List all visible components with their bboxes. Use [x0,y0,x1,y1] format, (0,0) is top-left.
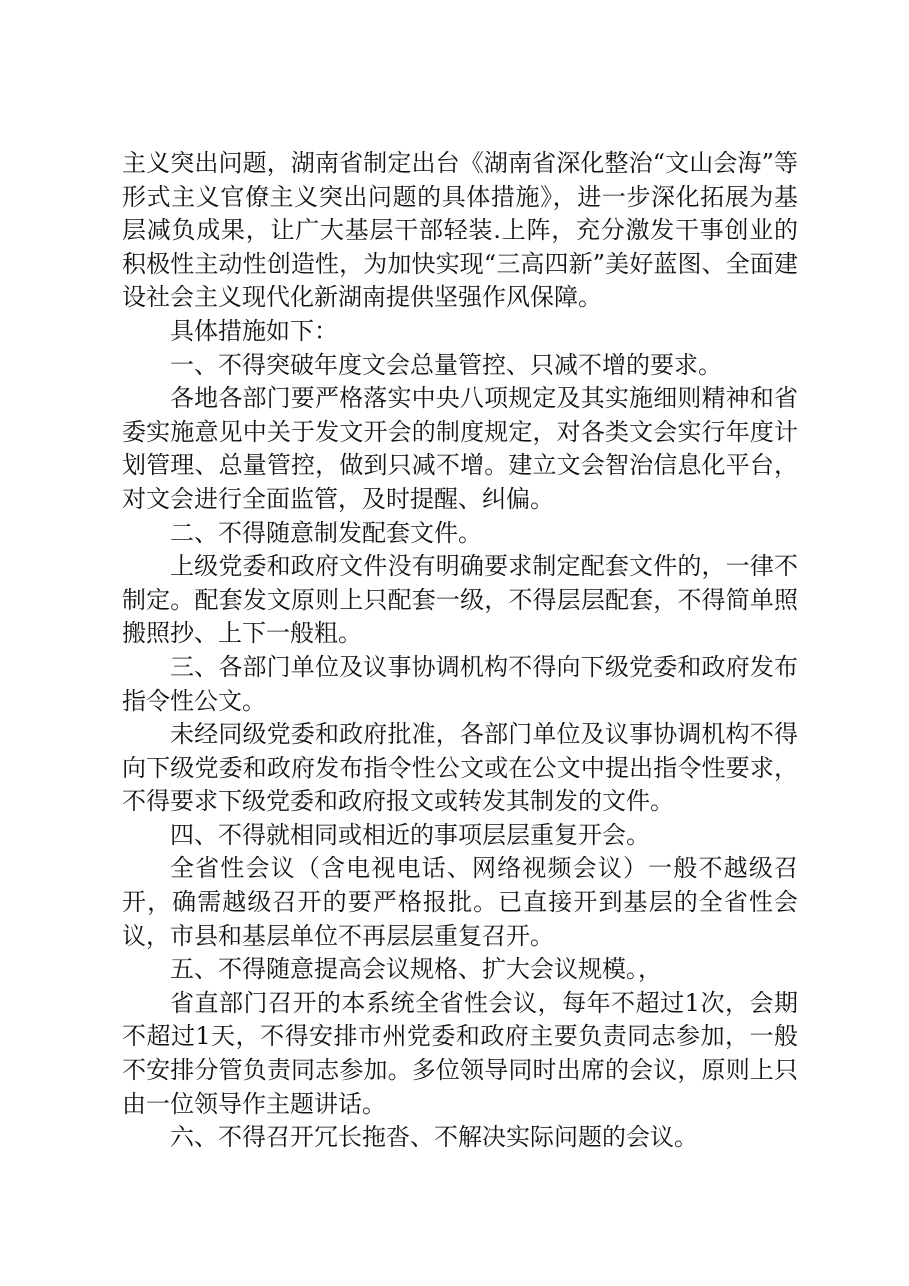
measure-heading-2: 二、不得随意制发配套文件。 [170,518,482,547]
measure-heading-3: 三、各部门单位及议事协调机构不得向下级党委和政府发布指令性公文。 [122,652,798,715]
measure-heading-5: 五、不得随意提高会议规格、扩大会议规模。， [170,955,662,984]
document-body [122,147,798,1155]
measure-body-2: 上级党委和政府文件没有明确要求制定配套文件的，一律不制定。配套发文原则上只配套一级，不得层层配套，不得简单照搬照抄、上下一般粗。 [122,552,798,648]
measure-body-1: 各地各部门要严格落实中央八项规定及其实施细则精神和省委实施意见中关于发文开会的制度规定，对各类文会实行年度计划管理、总量管控，做到只减不增。建立文会智治信息化平台，对文会进行全面监管，及时提醒、纠偏。 [122,384,798,513]
paragraph-intro: 主义突出问题，湖南省制定出台《湖南省深化整治“文山会海”等形式主义官僚主义突出问题的具体措施》，进一步深化拓展为基层减负成果，让广大基层干部轻装.上阵，充分激发干事创业的积极性主动性创造性，为加快实现“三高四新”美好蓝图、全面建设社会主义现代化新湖南提供坚强作风保障。 [122,149,798,312]
measure-heading-4: 四、不得就相同或相近的事项层层重复开会。 [170,820,650,849]
measure-heading-1: 一、不得突破年度文会总量管控、只减不增的要求。 [170,350,722,379]
measure-body-4: 全省性会议（含电视电话、网络视频会议）一般不越级召开，确需越级召开的要严格报批。已直接开到基层的全省性会议，市县和基层单位不再层层重复召开。 [122,854,798,950]
measure-body-5: 省直部门召开的本系统全省性会议，每年不超过1次，会期不超过1天，不得安排市州党委和政府主要负责同志参加，一般不安排分管负责同志参加。多位领导同时出席的会议，原则上只由一位领导作主题讲话。 [122,988,798,1118]
measure-body-3: 未经同级党委和政府批准，各部门单位及议事协调机构不得向下级党委和政府发布指令性公文或在公文中提出指令性要求，不得要求下级党委和政府报文或转发其制发的文件。 [122,720,798,816]
paragraph-measures-intro: 具体措施如下： [170,316,338,345]
measure-heading-6: 六、不得召开冗长拖沓、不解决实际问题的会议。 [170,1123,698,1152]
